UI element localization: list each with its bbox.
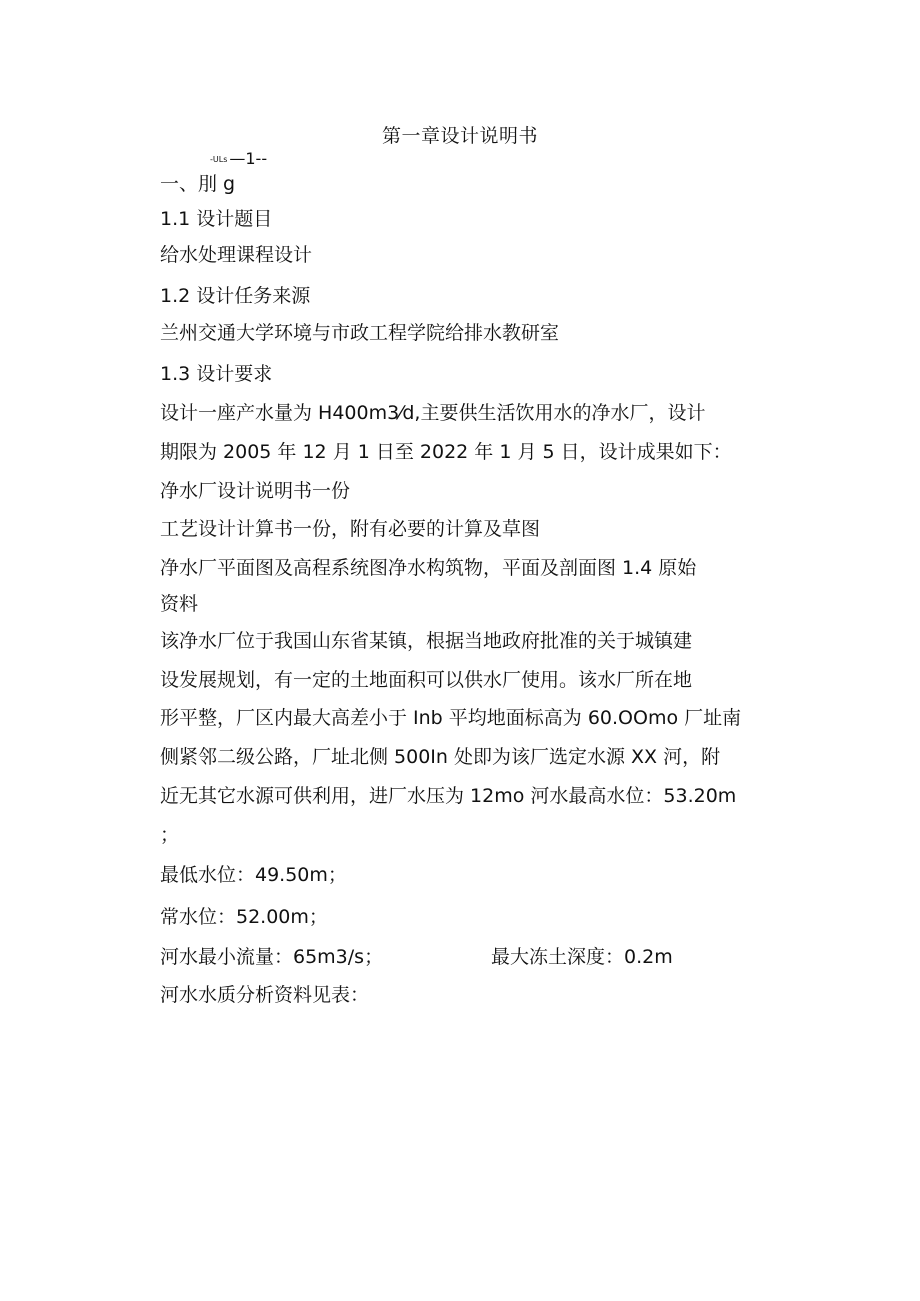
heading-1-3: 1.3 设计要求 [160, 363, 273, 385]
text-line: 工艺设计计算书一份，附有必要的计算及草图 [160, 518, 541, 540]
marker-text: —1-- [229, 149, 268, 168]
text-line: 设计一座产水量为 H400m3⁄d,主要供生活饮用水的净水厂，设计 [160, 402, 706, 424]
page-marker [210, 149, 267, 168]
heading-foreword: 一、刖 g [160, 173, 236, 195]
text-line: 期限为 2005 年 12 月 1 日至 2022 年 1 月 5 日，设计成果如下： [160, 441, 732, 463]
chapter-title: 第一章设计说明书 [381, 125, 538, 147]
text-line: 兰州交通大学环境与市政工程学院给排水教研室 [160, 322, 560, 344]
text-line: 侧紧邻二级公路，厂址北侧 500In 处即为该厂选定水源 XX 河，附 [160, 746, 721, 768]
text-line: ； [160, 824, 180, 846]
frost-depth-text: 最大冻土深度：0.2m [491, 946, 673, 968]
text-line: 最低水位：49.50m； [160, 864, 347, 886]
text-line: 该净水厂位于我国山东省某镇，根据当地政府批准的关于城镇建 [160, 630, 693, 652]
heading-1-2: 1.2 设计任务来源 [160, 285, 311, 307]
text-line: 净水厂平面图及高程系统图净水构筑物，平面及剖面图 1.4 原始 [160, 557, 697, 579]
text-line: 设发展规划，有一定的土地面积可以供水厂使用。该水厂所在地 [160, 669, 693, 691]
text-line: 净水厂设计说明书一份 [160, 480, 351, 502]
text-line: 形平整，厂区内最大高差小于 Inb 平均地面标高为 60.OOmo 厂址南 [160, 707, 742, 729]
text-line: 资料 [160, 593, 199, 615]
text-line: 河水水质分析资料见表： [160, 984, 370, 1006]
text-line: 河水最小流量：65m3/s； [160, 946, 384, 968]
heading-1-1: 1.1 设计题目 [160, 208, 273, 230]
text-line: 近无其它水源可供利用，进厂水压为 12mo 河水最高水位：53.20m [160, 785, 737, 807]
marker-small-text: -ULs [210, 155, 228, 164]
text-line: 给水处理课程设计 [160, 244, 313, 266]
text-line: 常水位：52.00m； [160, 906, 328, 928]
